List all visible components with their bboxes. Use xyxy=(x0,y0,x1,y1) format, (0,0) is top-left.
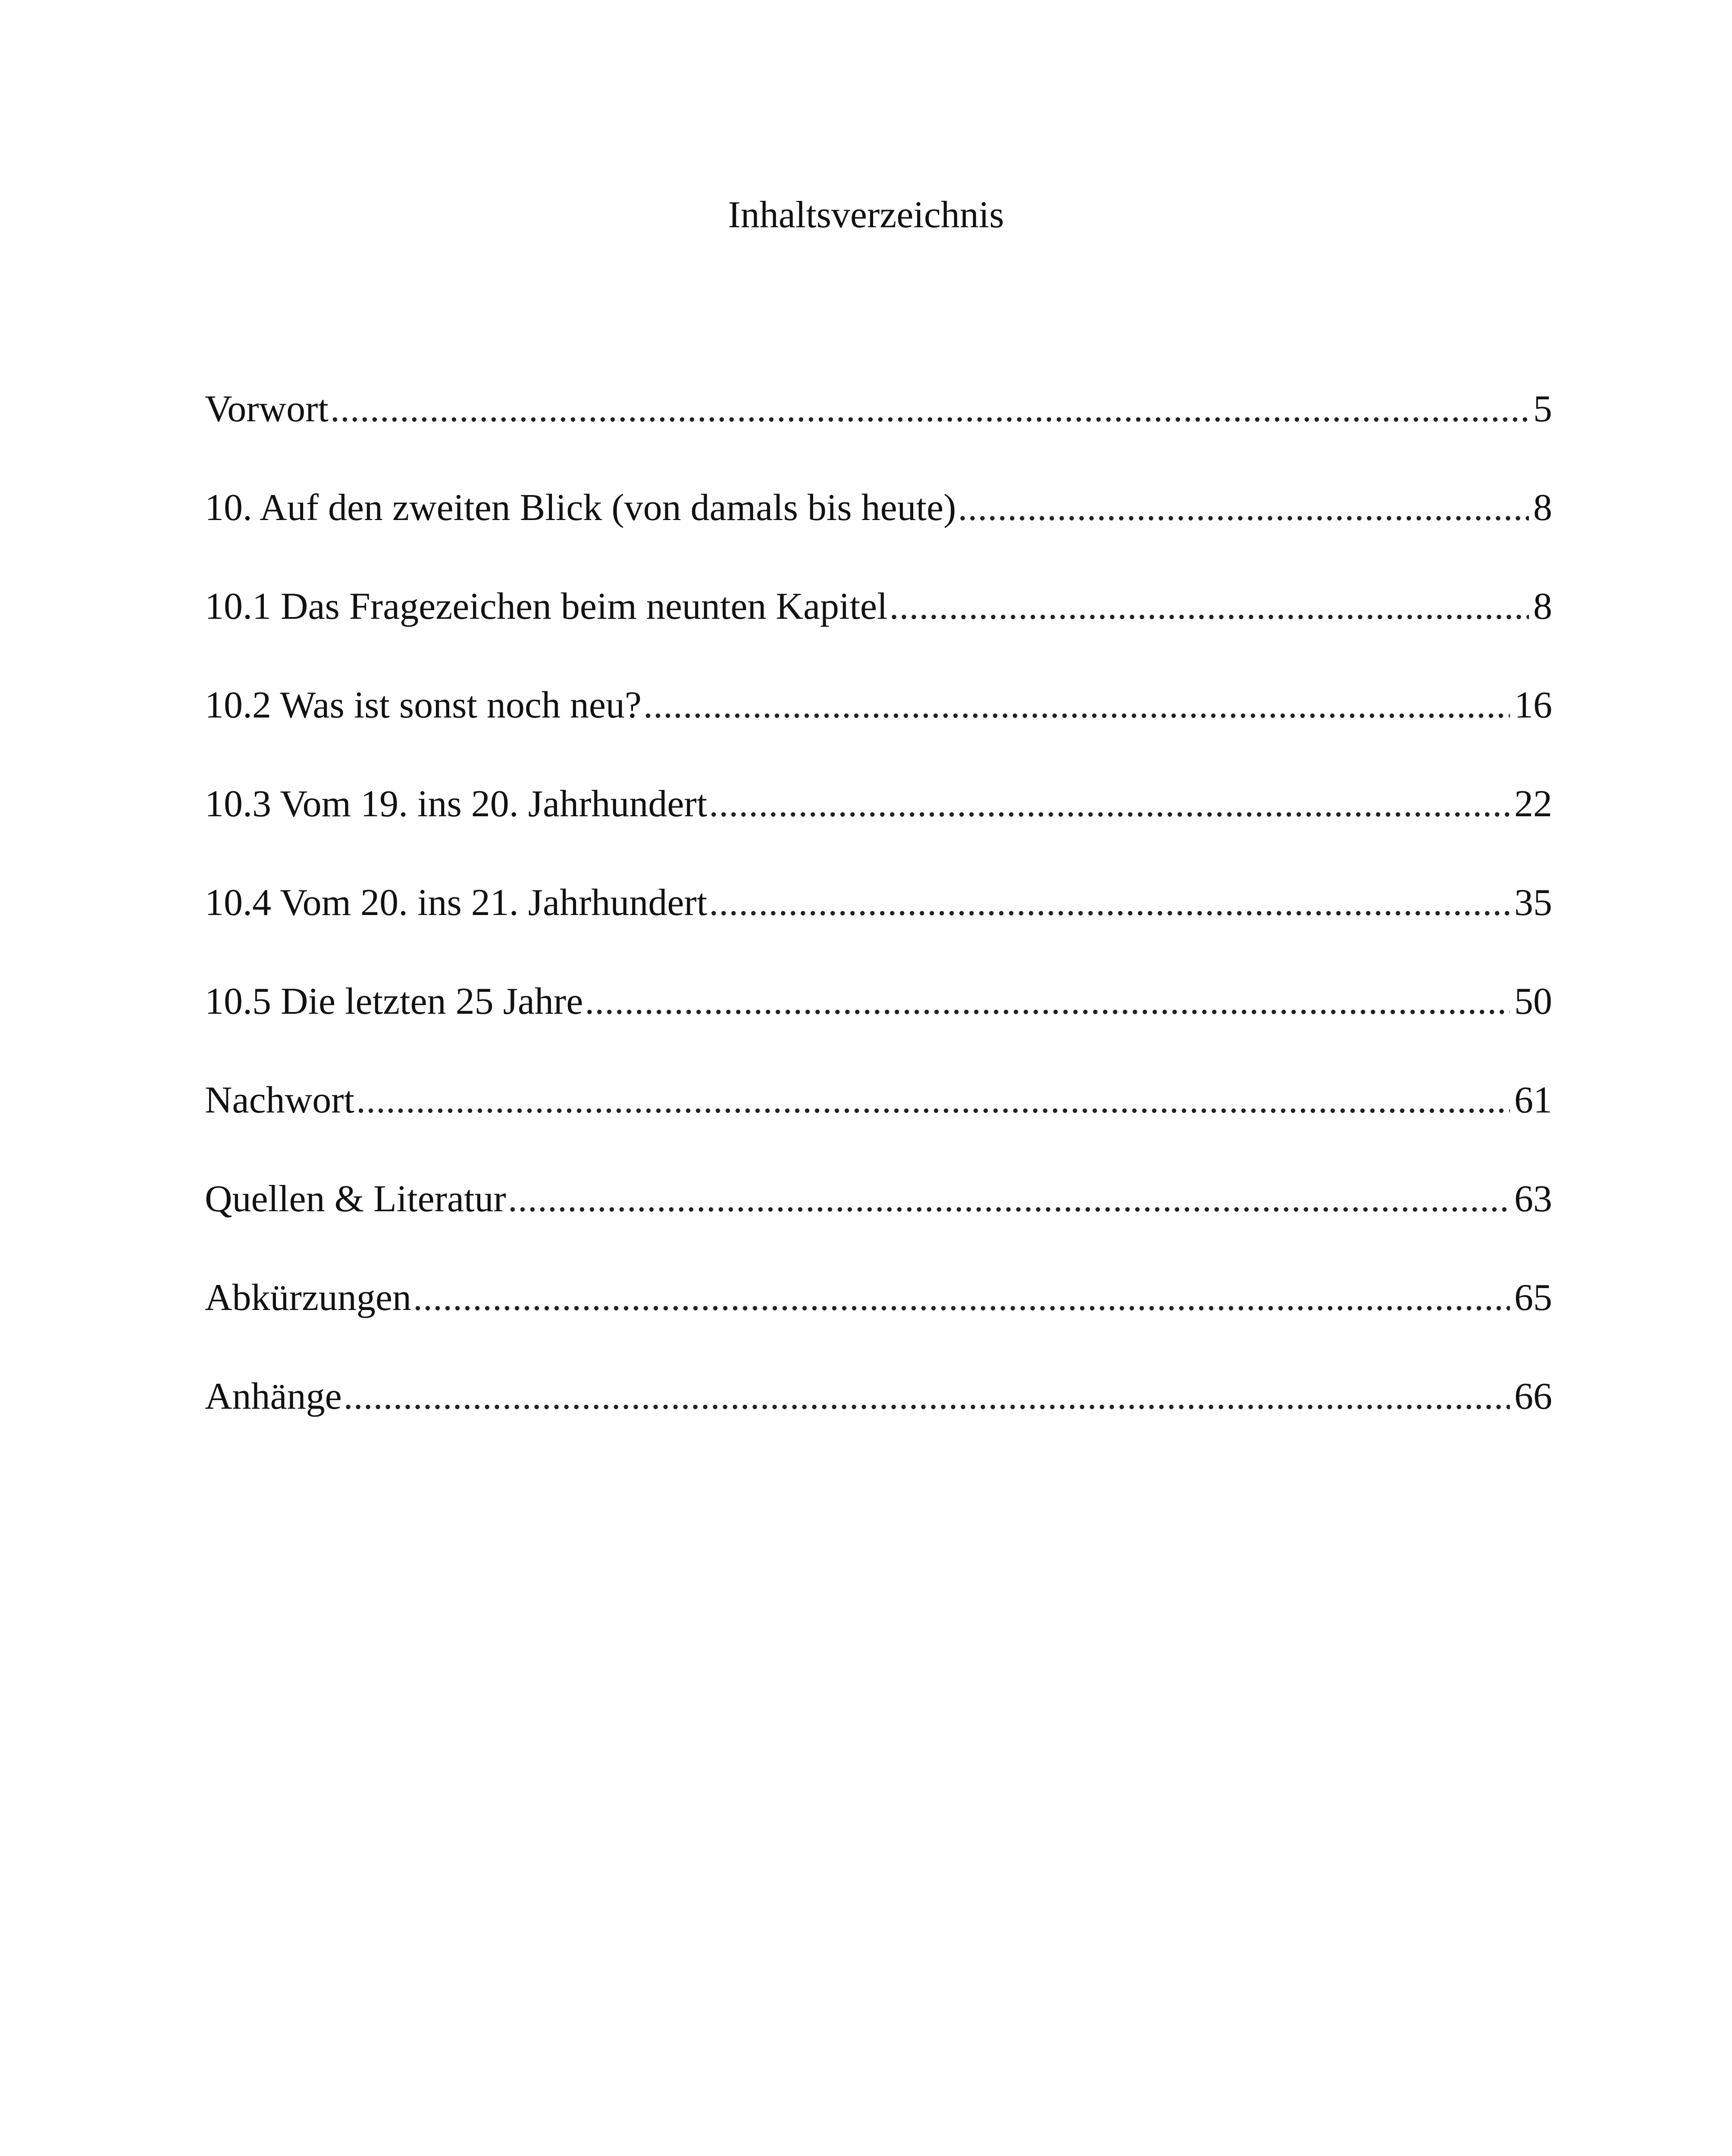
toc-entry-label: 10.2 Was ist sonst noch neu? xyxy=(205,684,642,726)
toc-page-number: 61 xyxy=(1514,1079,1552,1121)
toc-entry-section-10-1[interactable] xyxy=(205,588,1552,686)
toc-dot-leader xyxy=(330,390,1529,428)
toc-entry-anhaenge[interactable] xyxy=(205,1378,1552,1476)
toc-entry-vorwort[interactable] xyxy=(205,390,1552,489)
toc-entry-chapter-10[interactable] xyxy=(205,489,1552,588)
toc-entry-label: Vorwort xyxy=(205,388,329,430)
toc-entry-label: Abkürzungen xyxy=(205,1277,411,1319)
toc-entry-quellen-literatur[interactable] xyxy=(205,1180,1552,1279)
toc-entry-label: Anhänge xyxy=(205,1376,342,1417)
toc-entry-section-10-2[interactable] xyxy=(205,686,1552,785)
toc-dot-leader xyxy=(413,1279,1510,1317)
toc-entry-section-10-4[interactable] xyxy=(205,884,1552,983)
toc-page-number: 50 xyxy=(1514,981,1552,1022)
toc-dot-leader xyxy=(585,983,1510,1021)
toc-dot-leader xyxy=(344,1378,1510,1416)
toc-entry-label: 10.5 Die letzten 25 Jahre xyxy=(205,981,583,1022)
toc-page-number: 66 xyxy=(1514,1376,1552,1417)
toc-page-number: 8 xyxy=(1533,487,1552,529)
toc-dot-leader xyxy=(889,588,1529,626)
toc-dot-leader xyxy=(643,686,1510,724)
toc-dot-leader xyxy=(356,1081,1510,1119)
toc-dot-leader xyxy=(958,489,1529,527)
toc-entry-label: Quellen & Literatur xyxy=(205,1178,506,1220)
toc-entry-section-10-5[interactable] xyxy=(205,983,1552,1081)
toc-page-number: 22 xyxy=(1514,783,1552,825)
toc-page-number: 35 xyxy=(1514,882,1552,924)
toc-page-number: 5 xyxy=(1533,388,1552,430)
toc-page-number: 16 xyxy=(1514,684,1552,726)
toc-entry-label: 10.3 Vom 19. ins 20. Jahrhundert xyxy=(205,783,708,825)
toc-dot-leader xyxy=(709,884,1510,922)
page-title: Inhaltsverzeichnis xyxy=(728,194,1004,236)
toc-entry-label: 10.4 Vom 20. ins 21. Jahrhundert xyxy=(205,882,708,924)
table-of-contents xyxy=(205,390,1552,1476)
toc-page-number: 63 xyxy=(1514,1178,1552,1220)
toc-entry-label: 10.1 Das Fragezeichen beim neunten Kapitel xyxy=(205,586,888,627)
toc-entry-nachwort[interactable] xyxy=(205,1081,1552,1180)
toc-dot-leader xyxy=(508,1180,1510,1218)
toc-dot-leader xyxy=(709,785,1510,823)
toc-entry-abkuerzungen[interactable] xyxy=(205,1279,1552,1378)
toc-entry-section-10-3[interactable] xyxy=(205,785,1552,884)
toc-entry-label: 10. Auf den zweiten Blick (von damals bis heute) xyxy=(205,487,956,529)
toc-page-number: 8 xyxy=(1533,586,1552,627)
toc-entry-label: Nachwort xyxy=(205,1079,354,1121)
toc-page-number: 65 xyxy=(1514,1277,1552,1319)
